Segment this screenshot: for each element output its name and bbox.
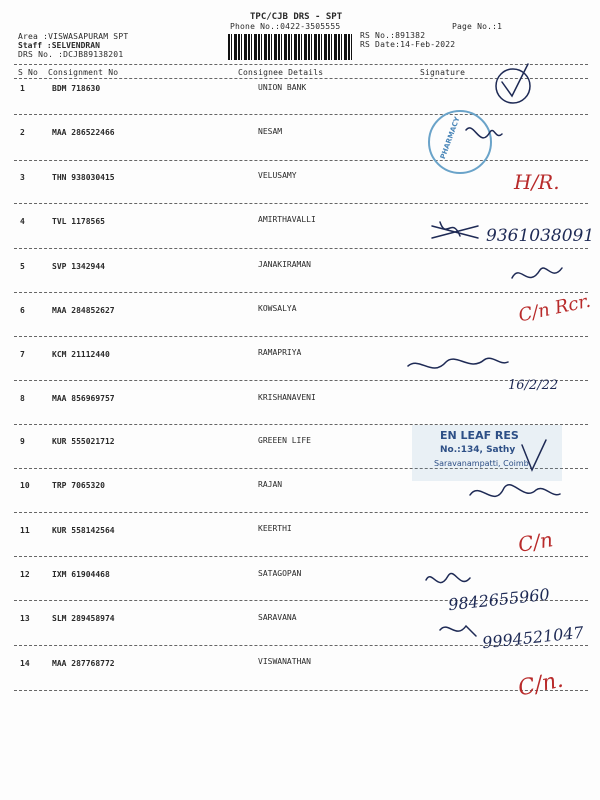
row-number: 13 [20,614,30,623]
row-number: 10 [20,481,30,490]
col-signature: Signature [420,68,466,77]
consignee-name: VISWANATHAN [258,657,311,666]
staff-label: Staff :SELVENDRAN [18,41,100,50]
row-number: 8 [20,394,25,403]
consignment-number: KCM 21112440 [52,350,110,359]
stamp-line-3: Saravanampatti, Coimb [434,459,529,468]
rs-number: RS No.:891382 [360,31,426,40]
annotation-row-6: C/n Rcr. [516,290,593,327]
consignment-number: MAA 287768772 [52,659,115,668]
area-label: Area :VISWASAPURAM SPT [18,32,129,41]
row-number: 11 [20,526,30,535]
row-number: 7 [20,350,25,359]
drs-number: DRS No. :DCJB89138201 [18,50,124,59]
signature-row-13 [440,626,476,636]
row-number: 6 [20,306,25,315]
consignment-number: SLM 289458974 [52,614,115,623]
consignment-number: TRP 7065320 [52,481,105,490]
consignee-name: KEERTHI [258,524,292,533]
row-number: 3 [20,173,25,182]
consignee-name: VELUSAMY [258,171,297,180]
signature-row-5 [512,268,562,278]
consignment-number: KUR 558142564 [52,526,115,535]
signature-row-4 [432,222,478,238]
circle-check-signature [496,69,530,103]
pharmacy-stamp-text: PHARMACY [438,115,462,161]
signature-row-2 [466,128,502,138]
consignment-number: TVL 1178565 [52,217,105,226]
row-number: 9 [20,437,25,446]
consignee-name: AMIRTHAVALLI [258,215,316,224]
signature-row-10 [470,485,560,497]
consignment-number: BDM 718630 [52,84,101,93]
row-number: 12 [20,570,30,579]
annotation-row-12-phone: 9842655960 [447,584,551,615]
consignment-number: IXM 61904468 [52,570,110,579]
annotation-row-14: C/n. [515,667,566,702]
col-sno: S No [18,68,39,77]
row-number: 2 [20,128,25,137]
consignment-number: SVP 1342944 [52,262,105,271]
col-consignment: Consignment No [48,68,119,77]
consignment-number: KUR 555021712 [52,437,115,446]
consignment-number: MAA 286522466 [52,128,115,137]
phone-number: Phone No.:0422-3505555 [230,22,341,31]
signature-row-12 [426,573,470,582]
stamp-line-1: EN LEAF RES [440,429,519,442]
document-title: TPC/CJB DRS - SPT [250,12,343,22]
consignee-name: SARAVANA [258,613,297,622]
consignment-number: THN 938030415 [52,173,115,182]
consignee-name: NESAM [258,127,283,136]
row-number: 14 [20,659,30,668]
consignment-number: MAA 284852627 [52,306,115,315]
annotation-row-7-date: 16/2/22 [508,378,559,393]
consignee-name: GREEEN LIFE [258,436,311,445]
consignment-number: MAA 856969757 [52,394,115,403]
consignee-name: SATAGOPAN [258,569,302,578]
consignee-name: KRISHANAVENI [258,393,316,402]
col-consignee: Consignee Details [238,68,324,77]
row-number: 1 [20,84,25,93]
stamp-line-2: No.:134, Sathy [440,445,516,455]
consignee-name: JANAKIRAMAN [258,260,311,269]
page-number: Page No.:1 [452,22,503,31]
annotation-row-3: H/R. [514,170,560,194]
consignee-name: RAJAN [258,480,283,489]
signature-row-7 [408,358,508,368]
consignee-name: RAMAPRIYA [258,348,302,357]
row-number: 5 [20,262,25,271]
signature-row-9 [522,440,546,470]
consignee-name: KOWSALYA [258,304,297,313]
row-number: 4 [20,217,25,226]
annotation-row-13-phone: 9994521047 [481,622,585,653]
rs-date: RS Date:14-Feb-2022 [360,40,456,49]
annotation-row-4-phone: 9361038091 [486,226,595,246]
consignee-name: UNION BANK [258,83,307,92]
annotation-row-11: C/n [516,527,555,557]
